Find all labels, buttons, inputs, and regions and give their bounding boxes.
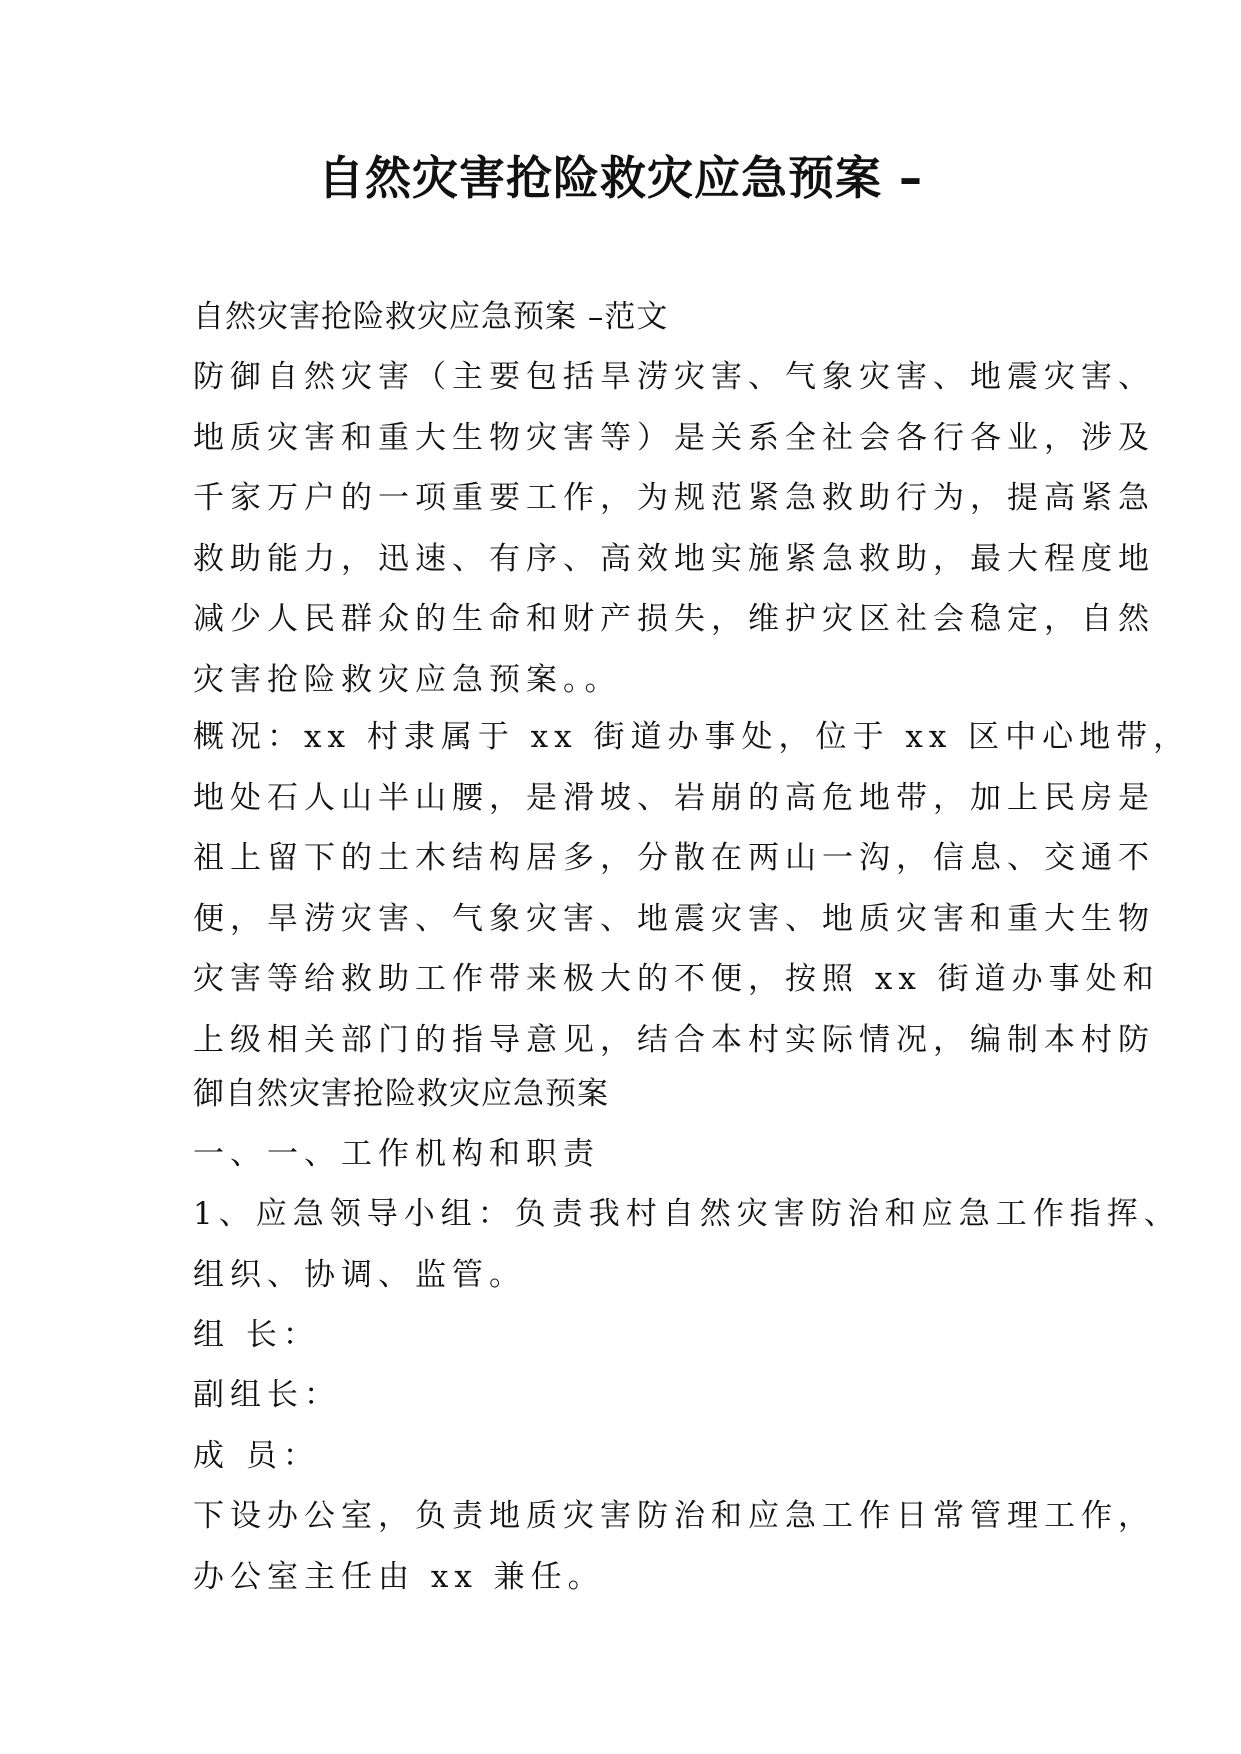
paragraph-line: 办公室主任由 xx 兼任。	[193, 1559, 605, 1595]
list-item: 组 长：	[193, 1317, 320, 1353]
subtitle-line: 自然灾害抢险救灾应急预案 –范文	[193, 299, 669, 335]
paragraph-line: 灾害等给救助工作带来极大的不便，按照 xx 街道办事处和	[193, 961, 1160, 997]
paragraph-line: 减少人民群众的生命和财产损失，维护灾区社会稳定，自然	[193, 601, 1155, 637]
list-item: 副组长：	[193, 1377, 341, 1413]
paragraph-line: 防御自然灾害（主要包括旱涝灾害、气象灾害、地震灾害、	[193, 359, 1155, 395]
paragraph-line: 地处石人山半山腰，是滑坡、岩崩的高危地带，加上民房是	[193, 780, 1155, 816]
paragraph-line: 地质灾害和重大生物灾害等）是关系全社会各行各业，涉及	[193, 420, 1155, 456]
paragraph-line: 下设办公室，负责地质灾害防治和应急工作日常管理工作，	[193, 1498, 1155, 1534]
paragraph-line: 救助能力，迅速、有序、高效地实施紧急救助，最大程度地	[193, 541, 1155, 577]
section-heading: 一、一、工作机构和职责	[193, 1136, 600, 1172]
paragraph-line: 组织、协调、监管。	[193, 1257, 526, 1293]
paragraph-line: 1、应急领导小组：负责我村自然灾害防治和应急工作指挥、	[193, 1196, 1181, 1232]
paragraph-line: 祖上留下的土木结构居多，分散在两山一沟，信息、交通不	[193, 840, 1155, 876]
document-title: 自然灾害抢险救灾应急预案 –	[317, 151, 923, 205]
paragraph-line: 灾害抢险救灾应急预案。。	[193, 662, 622, 698]
paragraph-line: 御自然灾害抢险救灾应急预案	[193, 1076, 609, 1112]
paragraph-line: 千家万户的一项重要工作，为规范紧急救助行为，提高紧急	[193, 480, 1155, 516]
paragraph-line: 概况：xx 村隶属于 xx 街道办事处，位于 xx 区中心地带，	[193, 719, 1191, 755]
paragraph-line: 上级相关部门的指导意见，结合本村实际情况，编制本村防	[193, 1022, 1155, 1058]
list-item: 成 员：	[193, 1438, 320, 1474]
paragraph-line: 便，旱涝灾害、气象灾害、地震灾害、地质灾害和重大生物	[193, 901, 1155, 937]
